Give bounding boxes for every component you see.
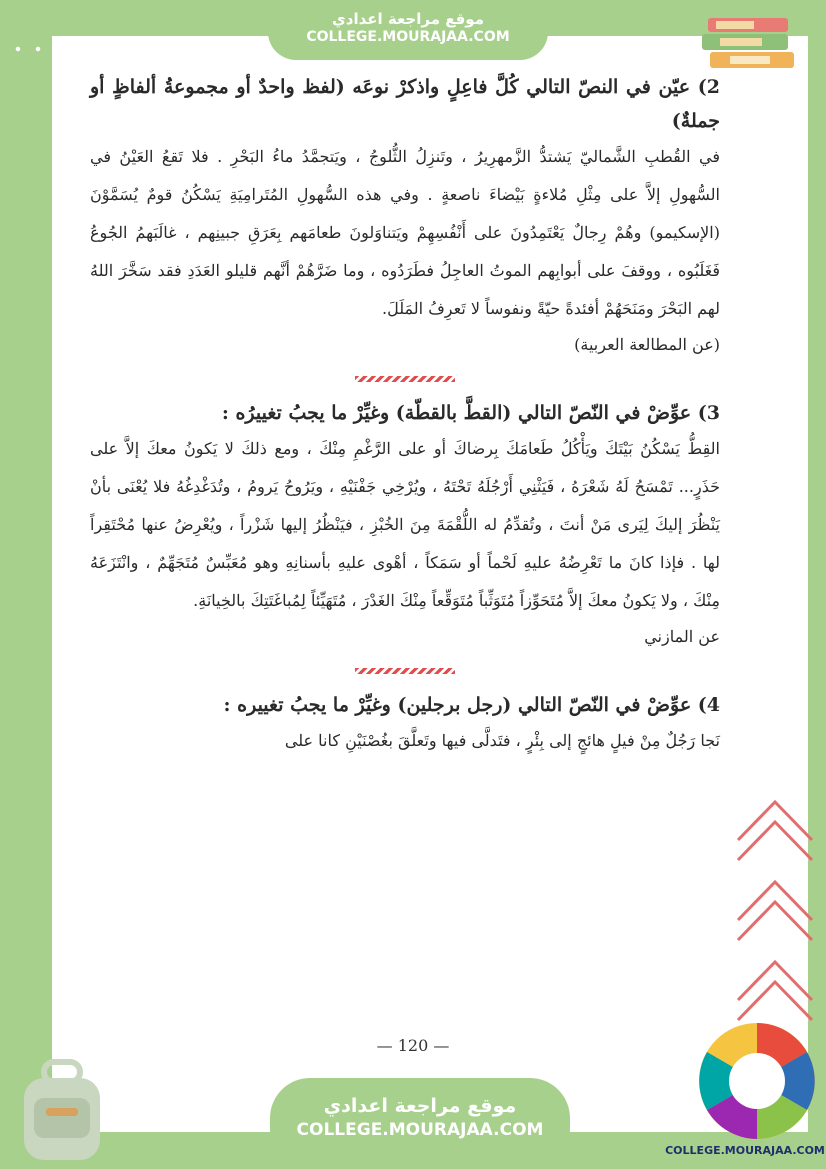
education-logo-icon <box>696 1020 818 1142</box>
exercise-text: في القُطبِ الشَّماليّ يَشتدُّ الزَّمهرِيرُ ، وتَنزِلُ الثُّلوجُ ، ويَتجمَّدُ ماءُ البَحْرِ . فلا تَقعُ العَيْنُ في السُّهولِ إلاَّ على مِثْلِ مُلاءةٍ بَيْضاءَ ناصعةٍ . وفي هذه السُّهولِ المُتَرامِيَةِ يَسْكُنُ قومٌ يُسَمَّوْنَ (الإسكيمو) وهُمْ رِجالٌ يَعْتَمِدُونَ على أَنْفُسِهِمْ ويَتناوَلونَ طعامَهم بِعَرَقِ جبينِهم ، غالَبَهمُ الجُوعُ فَغَلَبُوه ، ووقفَ على أبوابِهم الموتُ العاجِلُ فطَرَدُوه ، وما ضَرَّهُمْ أنَّهم قليلو العَدَدِ فقد سَخَّرَ اللهُ لهم البَحْرَ ومَنَحَهُمْ أفئدةً حيّةً ونفوساً لا تَعرِفُ المَلَلَ. <box>90 147 720 318</box>
exercise-source: عن المازني <box>644 627 720 646</box>
header-banner <box>268 0 548 60</box>
section-divider <box>355 376 455 382</box>
document-content <box>90 70 720 760</box>
exercise-heading: 4) عوِّضْ في النّصّ التالي (رجل برجلين) وغيِّرْ ما يجبُ تغييره : <box>223 694 720 716</box>
chevron-up-icon <box>730 790 820 1050</box>
exercise-heading: 2) عيّن في النصّ التالي كُلَّ فاعِلٍ واذكرْ نوعَه (لفظ واحدٌ أو مجموعةُ ألفاظٍ أو جملةٌ) <box>90 76 720 132</box>
exercise-3 <box>90 396 720 654</box>
books-icon <box>700 16 800 72</box>
header-site-url[interactable]: COLLEGE.MOURAJAA.COM <box>306 29 510 45</box>
exercise-2 <box>90 70 720 362</box>
logo-caption: COLLEGE.MOURAJAA.COM <box>665 1144 825 1157</box>
footer-banner <box>270 1078 570 1169</box>
exercise-source: (عن المطالعة العربية) <box>574 335 720 354</box>
page-number: — 120 — <box>376 1036 450 1055</box>
exercise-text: نَجا رَجُلٌ مِنْ فيلٍ هائجٍ إلى بِئْرٍ ، فتَدلَّى فيها وتَعلَّقَ بغُصْنَيْنِ كانا على <box>284 731 720 750</box>
exercise-heading: 3) عوِّضْ في النّصّ التالي (القطَّ بالقطّة) وغيِّرْ ما يجبُ تغييرُه : <box>221 402 720 424</box>
exercise-4 <box>90 688 720 760</box>
footer-site-url[interactable]: COLLEGE.MOURAJAA.COM <box>296 1120 544 1140</box>
footer-site-name: موقع مراجعة اعدادي <box>323 1095 517 1117</box>
header-site-name: موقع مراجعة اعدادي <box>332 10 484 28</box>
section-divider <box>355 668 455 674</box>
exercise-text: القِطُّ يَسْكُنُ بَيْتَكَ ويَأْكُلُ طَعامَكَ بِرضاكَ أو على الرَّغْمِ مِنْكَ ، ومع ذلكَ لا يَكونُ معكَ إلاَّ على حَذَرٍ... تَمْسَحُ لَهُ شَعْرَهُ ، فَيَثْنِي أَرْجُلَهُ تَحْتَهُ ، ويُرْخِي جَفْنَيْهِ ، ويَرُوحُ يَرومُ ، وتُدَغْدِغُهُ فلا يُعْنَى بأنْ يَنْظُرَ إليكَ لِيَرى مَنْ أنتَ ، وتُقدِّمُ له اللُّقْمَةَ مِنَ الخُبْزِ ، فيَنْظُرُ إليها شَزْراً ، ويُعْرِضُ عنها مُحْتَقِراً لها . فإذا كانَ ما تَعْرِضُهُ عليهِ لَحْماً أو سَمَكاً ، أهْوى عليهِ بأسنانِهِ وهو مُعَبِّسٌ مُتَجَهِّمٌ ، وانْتَزَعَهُ مِنْكَ ، ولا يَكونُ معكَ إلاَّ مُتَحَوِّزاً مُتَوَثِّباً مُتَوَقِّعاً مِنْكَ الغَدْرَ ، مُتَهَيِّئاً لِمُباغَتَتِكَ بالخِيانَةِ. <box>90 439 720 610</box>
backpack-icon <box>14 1058 110 1162</box>
